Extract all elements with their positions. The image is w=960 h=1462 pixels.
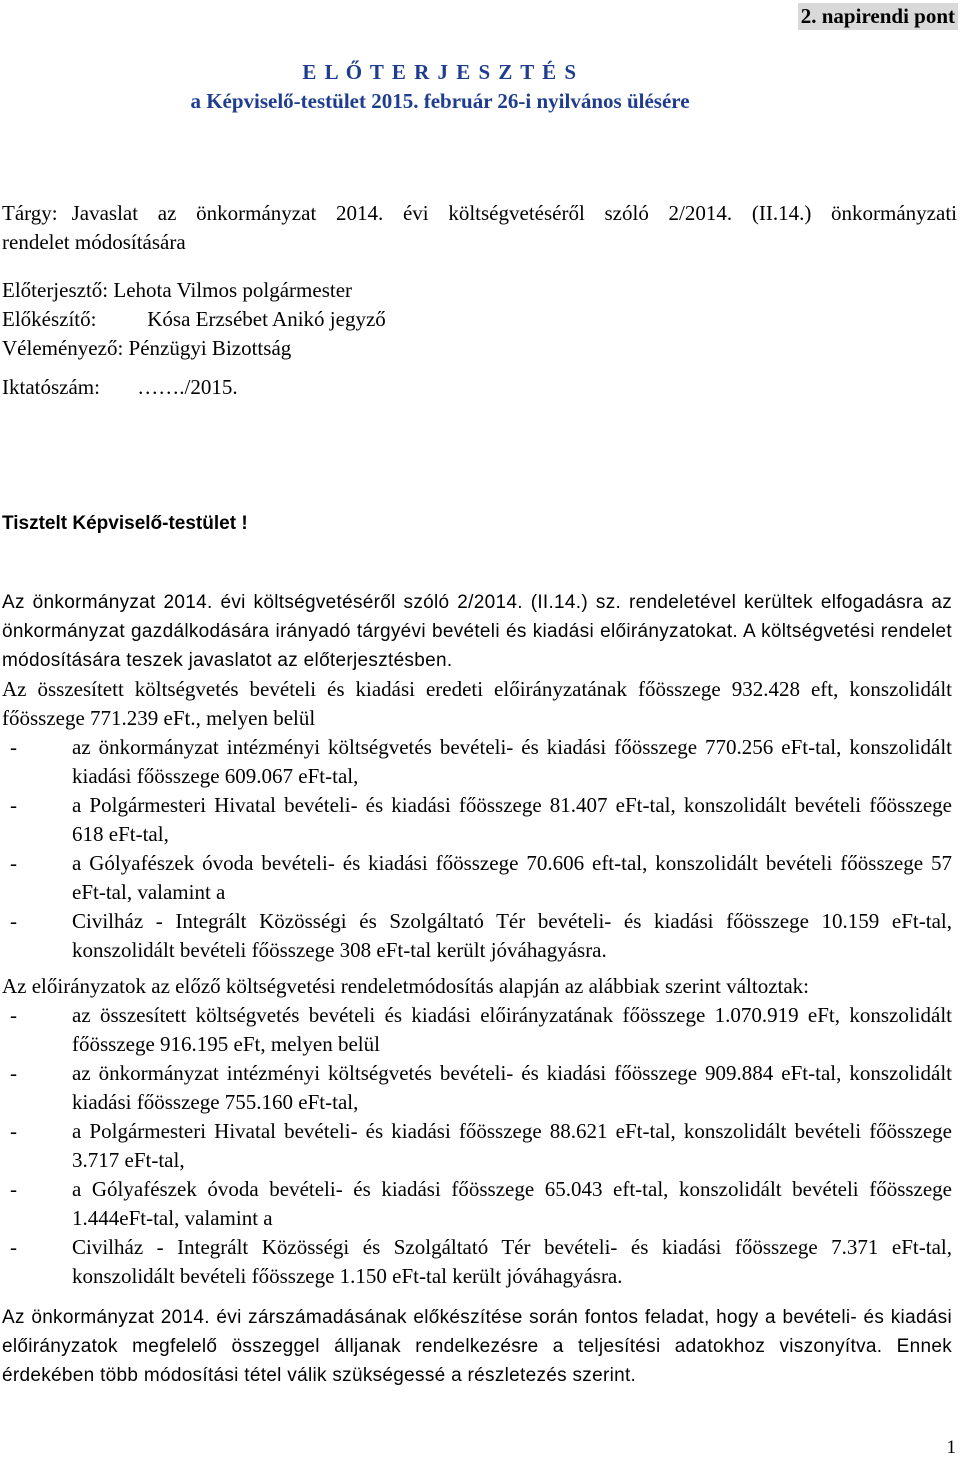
presenter-label: Előterjesztő:: [2, 278, 109, 302]
list-item: - Civilház - Integrált Közösségi és Szolgáltató Tér bevételi- és kiadási főösszege 10.159 eFt-tal, konszolidált bevételi főösszege 308 eFt-tal került jóváhagyásra.: [2, 907, 952, 965]
original-budget-list: [2, 733, 952, 965]
salutation: Tisztelt Képviselő-testület !: [2, 513, 248, 534]
intro-text-1: Az önkormányzat 2014. évi költségvetéséről szóló 2/2014. (II.14.) sz. rendeletével kerültek elfogadásra az önkormányzat gazdálkodására irányadó tárgyévi bevételi és kiadási előirányzatokat. A költségvetési rendelet módosítására teszek javaslatot az előterjesztésben.: [2, 592, 952, 671]
closing-paragraph: Az önkormányzat 2014. évi zárszámadásának előkészítése során fontos feladat, hogy a bevételi- és kiadási előirányzatok megfelelő összeggel álljanak rendelkezésre a teljesítési adatokhoz viszonyítva. Ennek érdekében több módosítási tétel válik szükségessé a részletezés szerint.: [2, 1307, 952, 1386]
intro-paragraph: [2, 588, 952, 675]
list-item: - Civilház - Integrált Közösségi és Szolgáltató Tér bevételi- és kiadási főösszege 7.371 eFt-tal, konszolidált bevételi főösszege 1.150 eFt-tal került jóváhagyásra.: [2, 1233, 952, 1291]
list-item: - a Polgármesteri Hivatal bevételi- és kiadási főösszege 88.621 eFt-tal, konszolidált bevételi főösszege 3.717 eFt-tal,: [2, 1117, 952, 1175]
subject-text-line2: rendelet módosítására: [2, 230, 186, 254]
list-item: - a Gólyafészek óvoda bevételi- és kiadási főösszege 70.606 eft-tal, konszolidált bevételi főösszege 57 eFt-tal, valamint a: [2, 849, 952, 907]
original-budget-section: [2, 675, 952, 965]
agenda-item-label: 2. napirendi pont: [798, 3, 958, 30]
changes-intro: Az előirányzatok az előző költségvetési rendeletmódosítás alapján az alábbiak szerint változtak:: [2, 974, 810, 998]
file-number-row: [2, 373, 238, 402]
subject-label: Tárgy:: [2, 201, 58, 225]
list-item: - az összesített költségvetés bevételi és kiadási előirányzatának főösszege 1.070.919 eFt, konszolidált főösszege 916.195 eFt, melyen belül: [2, 1001, 952, 1059]
file-number-label: Iktatószám:: [2, 375, 100, 399]
presenter-value: Lehota Vilmos polgármester: [113, 278, 353, 302]
document-subtitle: a Képviselő-testület 2015. február 26-i nyilvános ülésére: [190, 89, 690, 113]
list-item: - a Polgármesteri Hivatal bevételi- és kiadási főösszege 81.407 eFt-tal, konszolidált bevételi főösszege 618 eFt-tal,: [2, 791, 952, 849]
list-item: - a Gólyafészek óvoda bevételi- és kiadási főösszege 65.043 eft-tal, konszolidált bevételi főösszege 1.444eFt-tal, valamint a: [2, 1175, 952, 1233]
changes-section: [2, 972, 952, 1291]
preparer-row: [2, 305, 386, 334]
preparer-label: Előkészítő:: [2, 307, 97, 331]
file-number-value: ……./2015.: [137, 375, 238, 399]
intro-text-2: Az összesített költségvetés bevételi és kiadási eredeti előirányzatának főösszege 932.428 eft, konszolidált főösszege 771.239 eFt., melyen belül: [2, 677, 952, 730]
document-title: E L Ő T E R J E S Z T É S: [302, 60, 578, 84]
subject-text-line1: Javaslat az önkormányzat 2014. évi költségvetéséről szóló 2/2014. (II.14.) önkormányzati: [71, 201, 957, 225]
reviewer-value: Pénzügyi Bizottság: [128, 336, 292, 360]
reviewer-row: [2, 334, 291, 363]
page-number: 1: [946, 1437, 956, 1458]
preparer-value: Kósa Erzsébet Anikó jegyző: [147, 307, 386, 331]
changed-budget-list: [2, 1001, 952, 1291]
presenter-row: [2, 276, 352, 305]
reviewer-label: Véleményező:: [2, 336, 124, 360]
subject-block: [2, 199, 957, 257]
list-item: - az önkormányzat intézményi költségvetés bevételi- és kiadási főösszege 770.256 eFt-tal, konszolidált kiadási főösszege 609.067 eFt-tal,: [2, 733, 952, 791]
list-item: - az önkormányzat intézményi költségvetés bevételi- és kiadási főösszege 909.884 eFt-tal, konszolidált kiadási főösszege 755.160 eFt-tal,: [2, 1059, 952, 1117]
